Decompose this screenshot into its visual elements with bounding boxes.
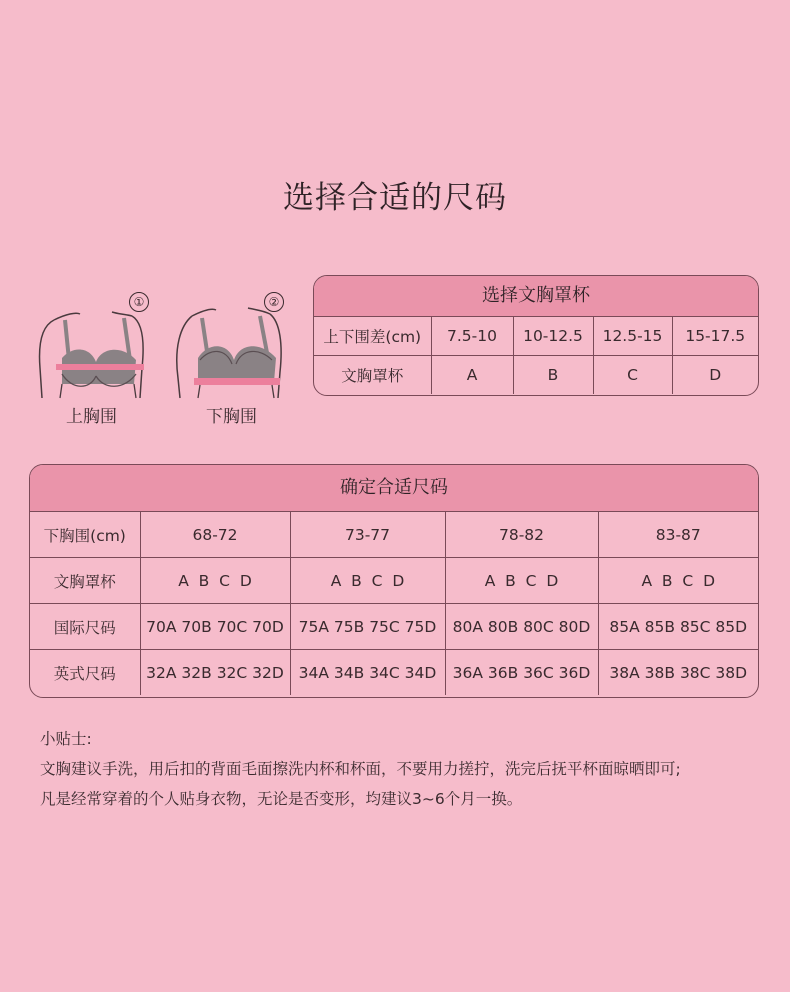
table-cell: A B C D [140,558,290,604]
table-cell: 73-77 [290,512,445,558]
table-cell: A [431,356,513,395]
size-table [29,464,759,698]
table-row [314,356,758,395]
table-cell: 英式尺码 [30,650,140,696]
size-table-header: 确定合适尺码 [30,465,758,512]
table-row [30,604,758,650]
figure-number-badge: ① [129,292,149,312]
table-row [314,317,758,356]
figure-number-badge: ② [264,292,284,312]
table-cell: A B C D [445,558,598,604]
table-cell: D [709,366,722,384]
table-cell: 12.5-15 [593,317,672,356]
table-cell: 7.5-10 [431,317,513,356]
table-cell: A B C D [290,558,445,604]
under-bust-figure [170,288,295,428]
table-cell: 75A 75B 75C 75D [290,604,445,650]
table-cell: 38A 38B 38C 38D [609,663,748,682]
table-cell: A B C D [598,558,758,604]
table-cell: 78-82 [445,512,598,558]
cup-table-header: 选择文胸罩杯 [314,276,758,317]
table-cell: 68-72 [140,512,290,558]
table-cell: 34A 34B 34C 34D [290,650,445,696]
figure-caption: 下胸围 [206,407,257,427]
figure-caption: 上胸围 [66,407,117,427]
table-cell: 10-12.5 [513,317,593,356]
table-row [30,512,758,558]
tips-line: 文胸建议手洗，用后扣的背面毛面擦洗内杯和杯面，不要用力搓拧，洗完后抚平杯面晾晒即可; [40,760,681,778]
table-cell: C [593,356,672,395]
table-cell: 32A 32B 32C 32D [140,650,290,696]
table-cell: B [513,356,593,395]
table-row [30,558,758,604]
cup-selection-table [313,275,759,396]
table-row [30,650,758,696]
table-cell: 上下围差(cm) [314,317,431,356]
upper-bust-figure [32,288,157,428]
table-cell: 文胸罩杯 [314,356,431,395]
table-cell: 85A 85B 85C 85D [598,604,758,650]
table-cell: 国际尺码 [30,604,140,650]
table-cell: 70A 70B 70C 70D [140,604,290,650]
table-cell: 83-87 [598,512,758,558]
page-title: 选择合适的尺码 [283,180,507,216]
tips-line: 凡是经常穿着的个人贴身衣物，无论是否变形，均建议3~6个月一换。 [40,790,523,808]
table-cell: 下胸围(cm) [30,512,140,558]
table-cell: 36A 36B 36C 36D [445,650,598,696]
table-cell: 80A 80B 80C 80D [445,604,598,650]
care-tips [40,728,681,818]
table-cell: 文胸罩杯 [30,558,140,604]
tips-heading: 小贴士: [40,730,92,748]
table-cell: 15-17.5 [672,317,758,356]
